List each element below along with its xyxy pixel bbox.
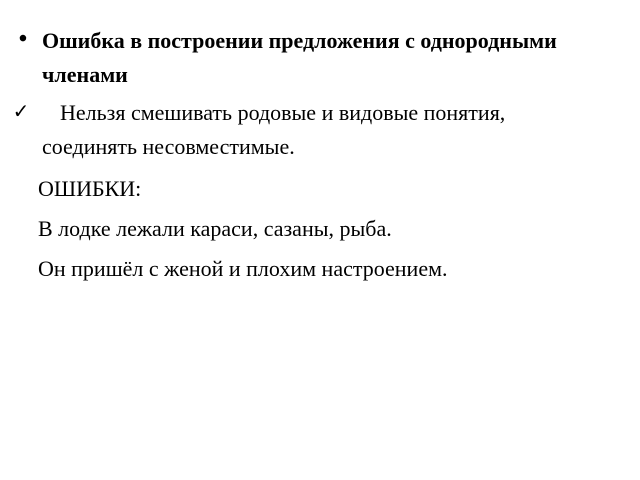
example-sentence-2: Он пришёл с женой и плохим настроением. — [38, 256, 448, 281]
bullet-dot-icon: • — [18, 26, 28, 52]
bullet-item-rule — [12, 96, 602, 164]
bullet-item-title — [18, 24, 602, 92]
example-sentence-1: В лодке лежали караси, сазаны, рыба. — [38, 216, 392, 241]
bullet-rule-text: Нельзя смешивать родовые и видовые понятия, соединять несовместимые. — [42, 100, 506, 159]
check-mark-icon: ✓ — [12, 99, 30, 123]
errors-heading: ОШИБКИ: — [38, 176, 142, 201]
bullet-title-text: Ошибка в построении предложения с однородными членами — [42, 28, 557, 87]
